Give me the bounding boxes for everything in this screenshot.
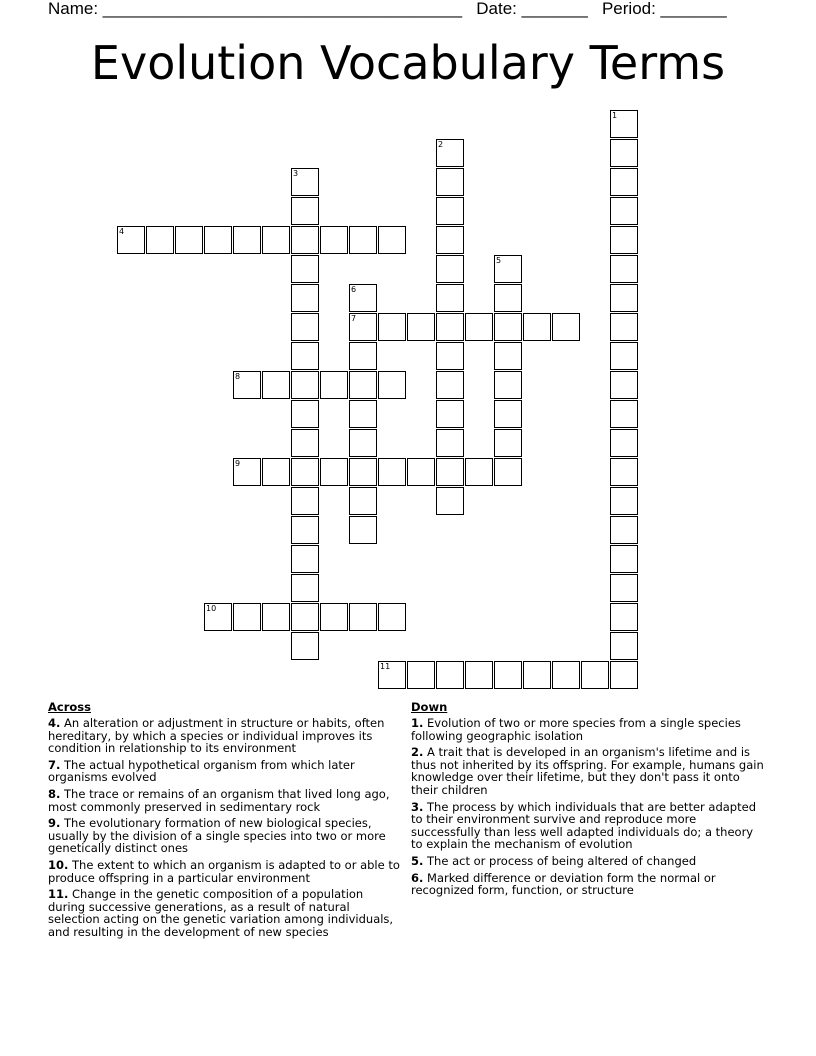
crossword-cell[interactable] — [581, 661, 609, 689]
clue-number: 9. — [48, 816, 61, 831]
across-heading: Across — [48, 700, 91, 714]
crossword-cell[interactable] — [494, 313, 522, 341]
clue-across-7 — [48, 759, 400, 784]
clue-text: A trait that is developed in an organism's lifetime and is thus not inherited by its offspring. For example, humans gain knowledge over their lifetime, but they don't pass it onto their children — [411, 745, 764, 797]
crossword-cell[interactable] — [610, 429, 638, 457]
clue-number-label: 1 — [612, 111, 618, 120]
crossword-cell[interactable] — [291, 197, 319, 225]
crossword-cell[interactable] — [291, 313, 319, 341]
clue-text: The extent to which an organism is adapted to or able to produce offspring in a particular environment — [48, 857, 400, 885]
crossword-cell[interactable] — [610, 632, 638, 660]
across-clues — [48, 701, 400, 943]
crossword-cell[interactable] — [378, 313, 406, 341]
crossword-cell[interactable] — [378, 661, 406, 689]
crossword-cell[interactable] — [407, 458, 435, 486]
crossword-cell[interactable] — [436, 429, 464, 457]
clue-across-11 — [48, 888, 400, 938]
crossword-cell[interactable] — [465, 458, 493, 486]
crossword-cell[interactable] — [349, 313, 377, 341]
clue-text: Marked difference or deviation form the normal or recognized form, function, or structure — [411, 870, 716, 898]
crossword-cell[interactable] — [320, 371, 348, 399]
down-heading: Down — [411, 700, 448, 714]
down-clues — [411, 701, 766, 901]
crossword-cell[interactable] — [436, 255, 464, 283]
crossword-cell[interactable] — [494, 255, 522, 283]
clue-text: Change in the genetic composition of a population during successive generations, as a result of natural selection acting on the genetic variation among individuals, and resulting in the development of new species — [48, 887, 394, 939]
crossword-cell[interactable] — [552, 313, 580, 341]
clue-text: Evolution of two or more species from a single species following geographic isolation — [411, 716, 741, 743]
clue-number-label: 10 — [206, 604, 217, 613]
crossword-cell[interactable] — [494, 342, 522, 370]
crossword-cell[interactable] — [610, 371, 638, 399]
clue-number-label: 7 — [351, 314, 357, 323]
crossword-cell[interactable] — [436, 284, 464, 312]
crossword-cell[interactable] — [291, 487, 319, 515]
crossword-cell[interactable] — [117, 226, 145, 254]
crossword-cell[interactable] — [349, 400, 377, 428]
crossword-cell[interactable] — [204, 603, 232, 631]
crossword-cell[interactable] — [494, 400, 522, 428]
crossword-cell[interactable] — [552, 661, 580, 689]
clue-across-4 — [48, 717, 400, 755]
clue-number-label: 11 — [380, 662, 391, 671]
crossword-cell[interactable] — [233, 458, 261, 486]
crossword-cell[interactable] — [233, 371, 261, 399]
crossword-cell[interactable] — [436, 313, 464, 341]
clue-number-label: 3 — [293, 169, 299, 178]
clue-text: An alteration or adjustment in structure or habits, often hereditary, by which a species or individual improves its condition in relationship to its environment — [48, 716, 385, 756]
clue-number: 11. — [48, 887, 69, 902]
clue-text: The evolutionary formation of new biological species, usually by the division of a single species into two or more genetically distinct ones — [48, 816, 386, 856]
crossword-cell[interactable] — [436, 139, 464, 167]
clue-down-1 — [411, 717, 766, 742]
crossword-cell[interactable] — [291, 284, 319, 312]
crossword-cell[interactable] — [610, 400, 638, 428]
clue-number: 10. — [48, 857, 69, 872]
crossword-cell[interactable] — [349, 516, 377, 544]
crossword-cell[interactable] — [320, 603, 348, 631]
clue-number-label: 9 — [235, 459, 241, 468]
crossword-cell[interactable] — [349, 342, 377, 370]
crossword-cell[interactable] — [610, 284, 638, 312]
crossword-cell[interactable] — [610, 313, 638, 341]
crossword-cell[interactable] — [494, 458, 522, 486]
clue-number-label: 2 — [438, 140, 444, 149]
crossword-cell[interactable] — [204, 226, 232, 254]
crossword-cell[interactable] — [436, 400, 464, 428]
clue-down-6 — [411, 872, 766, 897]
crossword-cell[interactable] — [349, 429, 377, 457]
clue-number: 3. — [411, 799, 424, 814]
crossword-cell[interactable] — [349, 487, 377, 515]
crossword-cell[interactable] — [610, 139, 638, 167]
crossword-cell[interactable] — [610, 545, 638, 573]
clue-down-5 — [411, 855, 766, 868]
crossword-cell[interactable] — [291, 574, 319, 602]
crossword-cell[interactable] — [436, 458, 464, 486]
crossword-cell[interactable] — [378, 226, 406, 254]
crossword-cell[interactable] — [291, 371, 319, 399]
crossword-cell[interactable] — [436, 487, 464, 515]
crossword-cell[interactable] — [262, 226, 290, 254]
crossword-cell[interactable] — [291, 632, 319, 660]
clue-text: The actual hypothetical organism from which later organisms evolved — [48, 757, 355, 785]
clue-text: The process by which individuals that are better adapted to their environment survive and reproduce more successfully than less well adapted individuals do; a theory to explain the mechanism of evolution — [411, 799, 756, 852]
crossword-cell[interactable] — [436, 342, 464, 370]
crossword-cell[interactable] — [291, 429, 319, 457]
crossword-cell[interactable] — [378, 371, 406, 399]
crossword-cell[interactable] — [610, 574, 638, 602]
crossword-cell[interactable] — [349, 603, 377, 631]
crossword-cell[interactable] — [291, 342, 319, 370]
crossword-cell[interactable] — [349, 458, 377, 486]
crossword-cell[interactable] — [436, 168, 464, 196]
clue-number: 8. — [48, 786, 61, 801]
crossword-cell[interactable] — [291, 516, 319, 544]
crossword-cell[interactable] — [465, 313, 493, 341]
crossword-cell[interactable] — [349, 371, 377, 399]
crossword-cell[interactable] — [291, 226, 319, 254]
date-field[interactable]: Date: _______ — [476, 0, 588, 18]
crossword-cell[interactable] — [494, 661, 522, 689]
clue-number: 4. — [48, 716, 61, 730]
crossword-cell[interactable] — [494, 429, 522, 457]
crossword-cell[interactable] — [407, 313, 435, 341]
crossword-cell[interactable] — [610, 255, 638, 283]
crossword-cell[interactable] — [436, 661, 464, 689]
crossword-cell[interactable] — [407, 661, 435, 689]
crossword-cell[interactable] — [320, 458, 348, 486]
crossword-cell[interactable] — [349, 226, 377, 254]
crossword-cell[interactable] — [378, 458, 406, 486]
clue-down-2 — [411, 746, 766, 796]
crossword-cell[interactable] — [291, 458, 319, 486]
crossword-cell[interactable] — [523, 661, 551, 689]
clue-across-10 — [48, 859, 400, 884]
clue-number: 7. — [48, 757, 61, 772]
crossword-cell[interactable] — [320, 226, 348, 254]
clue-number: 1. — [411, 716, 424, 730]
period-field[interactable]: Period: _______ — [601, 0, 727, 18]
crossword-cell[interactable] — [349, 284, 377, 312]
crossword-cell[interactable] — [291, 400, 319, 428]
crossword-cell[interactable] — [233, 603, 261, 631]
clue-number-label: 4 — [119, 227, 125, 236]
crossword-cell[interactable] — [436, 371, 464, 399]
clue-number-label: 5 — [496, 256, 502, 265]
crossword-cell[interactable] — [610, 197, 638, 225]
crossword-cell[interactable] — [262, 603, 290, 631]
crossword-cell[interactable] — [494, 284, 522, 312]
crossword-cell[interactable] — [262, 458, 290, 486]
crossword-cell[interactable] — [146, 226, 174, 254]
crossword-cell[interactable] — [494, 371, 522, 399]
page-title: Evolution Vocabulary Terms — [90, 36, 726, 90]
crossword-cell[interactable] — [291, 168, 319, 196]
crossword-cell[interactable] — [262, 371, 290, 399]
crossword-cell[interactable] — [291, 545, 319, 573]
crossword-cell[interactable] — [610, 516, 638, 544]
crossword-cell[interactable] — [465, 661, 493, 689]
crossword-cell[interactable] — [610, 603, 638, 631]
name-field[interactable]: Name: ______________________________________ — [48, 0, 463, 18]
crossword-cell[interactable] — [610, 661, 638, 689]
crossword-cell[interactable] — [610, 342, 638, 370]
crossword-cell[interactable] — [378, 603, 406, 631]
crossword-cell[interactable] — [610, 110, 638, 138]
clue-number-label: 8 — [235, 372, 241, 381]
crossword-cell[interactable] — [610, 458, 638, 486]
crossword-cell[interactable] — [175, 226, 203, 254]
clue-down-3 — [411, 801, 766, 851]
clue-text: The act or process of being altered of changed — [423, 853, 697, 868]
crossword-cell[interactable] — [610, 168, 638, 196]
clue-text: The trace or remains of an organism that lived long ago, most commonly preserved in sedimentary rock — [48, 786, 390, 814]
clue-across-9 — [48, 817, 400, 855]
clue-number: 6. — [411, 870, 424, 885]
crossword-cell[interactable] — [436, 197, 464, 225]
crossword-cell[interactable] — [291, 255, 319, 283]
crossword-cell[interactable] — [291, 603, 319, 631]
crossword-cell[interactable] — [610, 226, 638, 254]
crossword-cell[interactable] — [523, 313, 551, 341]
clue-number: 5. — [411, 853, 424, 868]
clue-across-8 — [48, 788, 400, 813]
clue-number-label: 6 — [351, 285, 357, 294]
crossword-cell[interactable] — [233, 226, 261, 254]
clue-number: 2. — [411, 745, 424, 760]
crossword-cell[interactable] — [610, 487, 638, 515]
crossword-cell[interactable] — [436, 226, 464, 254]
